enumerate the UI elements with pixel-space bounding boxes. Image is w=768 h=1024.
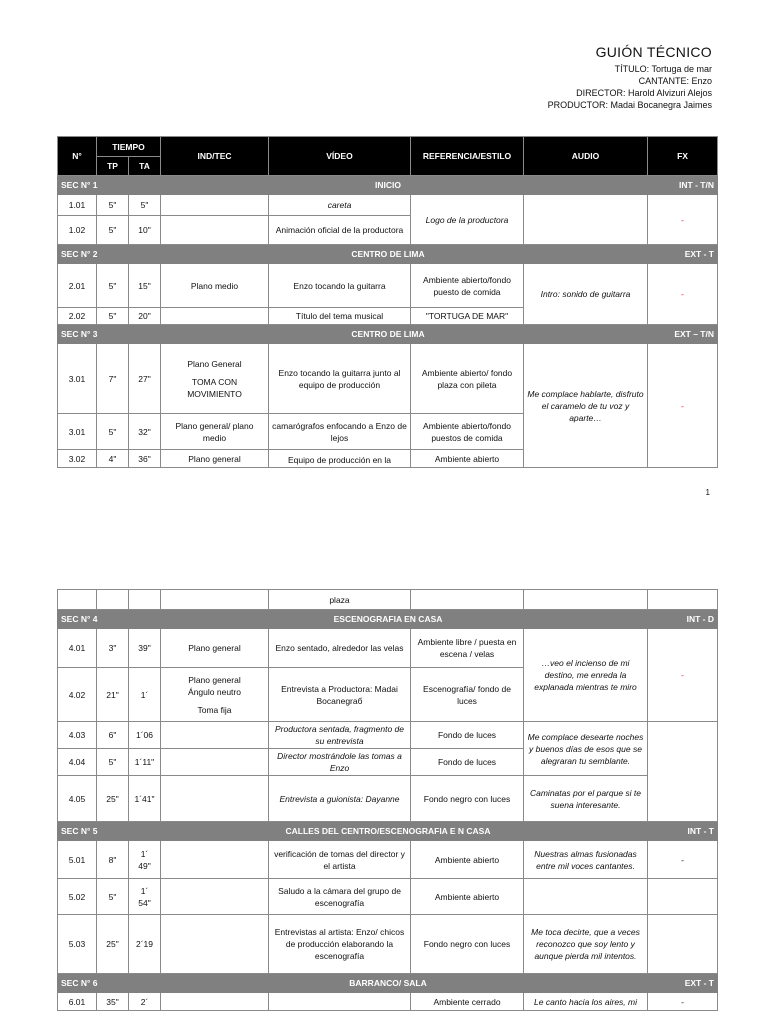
section-row [58, 245, 718, 264]
cell-fx: - [648, 195, 718, 245]
col-num: N° [58, 137, 97, 176]
table-row [58, 629, 718, 668]
section-setting: INT - T [648, 822, 718, 841]
cell-audio [524, 879, 648, 915]
cell-ref: Fondo negro con luces [411, 776, 524, 822]
cell-num: 4.01 [58, 629, 97, 668]
cell-tp: 5" [97, 749, 129, 776]
col-indtec: IND/TEC [161, 137, 269, 176]
cell-video [269, 993, 411, 1011]
cell-video: Animación oficial de la productora [269, 216, 411, 245]
cell-ta: 36" [129, 450, 161, 468]
section-name: ESCENOGRAFIA EN CASA [129, 610, 648, 629]
col-ref: REFERENCIA/ESTILO [411, 137, 524, 176]
cell-fx [648, 879, 718, 915]
col-fx: FX [648, 137, 718, 176]
cell-audio: …veo el incienso de mi destino, me enreda la explanada mientras te miro [524, 629, 648, 722]
cell-num: 5.01 [58, 841, 97, 879]
section-label: SEC N° 6 [58, 974, 129, 993]
cell-ta: 1´06 [129, 722, 161, 749]
cell-tp: 25" [97, 776, 129, 822]
cell-tp: 7" [97, 344, 129, 414]
cell-indtec [161, 195, 269, 216]
cell-tp: 8" [97, 841, 129, 879]
cell-ta [129, 841, 161, 879]
cell-num: 4.05 [58, 776, 97, 822]
page-number: 1 [705, 488, 710, 497]
cell-audio: Intro: sonido de guitarra [524, 264, 648, 325]
cell-num: 5.02 [58, 879, 97, 915]
cell-video: Enzo tocando la guitarra [269, 264, 411, 308]
cell-tp: 25" [97, 915, 129, 974]
cell-ta: 5" [129, 195, 161, 216]
ind-line: Toma fija [197, 704, 232, 715]
col-audio: AUDIO [524, 137, 648, 176]
cell-fx [648, 722, 718, 822]
col-video: VÍDEO [269, 137, 411, 176]
cell-video: Enzo sentado, alrededor las velas [269, 629, 411, 668]
cell-video: Enzo tocando la guitarra junto al equipo de producción [269, 344, 411, 414]
section-row [58, 325, 718, 344]
section-label: SEC N° 1 [58, 176, 129, 195]
cell-fx: - [648, 629, 718, 722]
cell-audio: Le canto hacia los aires, mi [524, 993, 648, 1011]
singer-line: CANTANTE: Enzo [638, 76, 712, 86]
cell-num: 4.04 [58, 749, 97, 776]
cell-video: camarógrafos enfocando a Enzo de lejos [269, 414, 411, 450]
document-header [548, 44, 712, 111]
script-table-page-1 [57, 136, 718, 468]
cell-ref: Fondo negro con luces [411, 915, 524, 974]
cell-ta: 10" [129, 216, 161, 245]
cell-ta: 1´41" [129, 776, 161, 822]
section-label: SEC N° 3 [58, 325, 129, 344]
cell-num: 3.02 [58, 450, 97, 468]
table-row [58, 879, 718, 915]
cell-ta: 20" [129, 308, 161, 325]
cell-audio [524, 590, 648, 610]
cell-fx [648, 915, 718, 974]
cell-indtec: Plano general [161, 450, 269, 468]
cell-tp: 5" [97, 879, 129, 915]
cell-video: Saludo a la cámara del grupo de escenografía [269, 879, 411, 915]
cell-ref [411, 590, 524, 610]
cell-tp: 5" [97, 308, 129, 325]
table-row [58, 195, 718, 216]
section-label: SEC N° 4 [58, 610, 129, 629]
section-setting: EXT – T/N [648, 325, 718, 344]
cell-video: Equipo de producción en la [269, 450, 411, 468]
cell-ref: Ambiente abierto/fondo puesto de comida [411, 264, 524, 308]
document-title: GUIÓN TÉCNICO [595, 44, 712, 60]
section-name: BARRANCO/ SALA [129, 974, 648, 993]
cell-ta [129, 879, 161, 915]
cell-tp: 35" [97, 993, 129, 1011]
cell-indtec [161, 879, 269, 915]
ind-line: Ángulo neutro [188, 686, 241, 697]
ta-line: 49" [138, 860, 151, 871]
section-setting: EXT - T [648, 245, 718, 264]
cell-ta: 1´11" [129, 749, 161, 776]
cell-indtec [161, 668, 269, 722]
cell-video: Director mostrándole las tomas a Enzo [269, 749, 411, 776]
section-row [58, 974, 718, 993]
cell-num: 6.01 [58, 993, 97, 1011]
table-row [58, 344, 718, 414]
cell-video: plaza [269, 590, 411, 610]
cell-ref: Ambiente abierto [411, 879, 524, 915]
col-tiempo: TIEMPO [97, 137, 161, 157]
cell-indtec [161, 216, 269, 245]
cell-tp: 6" [97, 722, 129, 749]
cell-audio: Me complace desearte noches y buenos días de esos que se alegraran tu semblante. [524, 722, 648, 776]
cell-video: Entrevista a guionista: Dayanne [269, 776, 411, 822]
director-line: DIRECTOR: Harold Alvizuri Alejos [576, 88, 712, 98]
ind-line: Plano general [188, 674, 241, 685]
cell-fx: - [648, 344, 718, 468]
cell-indtec [161, 749, 269, 776]
cell-num [58, 590, 97, 610]
ta-line: 54" [138, 897, 151, 908]
cell-num: 5.03 [58, 915, 97, 974]
cell-ta: 39" [129, 629, 161, 668]
cell-indtec [161, 344, 269, 414]
cell-tp: 21" [97, 668, 129, 722]
cell-indtec [161, 915, 269, 974]
table-row [58, 590, 718, 610]
cell-fx: - [648, 264, 718, 325]
section-name: CALLES DEL CENTRO/ESCENOGRAFIA E N CASA [129, 822, 648, 841]
section-setting: EXT - T [648, 974, 718, 993]
cell-num: 3.01 [58, 414, 97, 450]
table-row [58, 915, 718, 974]
cell-num: 4.02 [58, 668, 97, 722]
cell-ta: 2´ [129, 993, 161, 1011]
cell-ref: Ambiente abierto [411, 841, 524, 879]
cell-audio [524, 195, 648, 245]
table-row [58, 993, 718, 1011]
cell-tp: 5" [97, 264, 129, 308]
table-row [58, 264, 718, 308]
section-label: SEC N° 5 [58, 822, 129, 841]
cell-audio: Me complace hablarte, disfruto el caramelo de tu voz y aparte… [524, 344, 648, 468]
cell-ref: Logo de la productora [411, 195, 524, 245]
cell-indtec [161, 590, 269, 610]
cell-ta [129, 590, 161, 610]
ta-line: 1´ [140, 885, 149, 896]
cell-indtec [161, 308, 269, 325]
cell-fx: - [648, 993, 718, 1011]
section-row [58, 610, 718, 629]
cell-ref: Fondo de luces [411, 749, 524, 776]
cell-ref: Ambiente libre / puesta en escena / velas [411, 629, 524, 668]
cell-ta: 27" [129, 344, 161, 414]
ind-line: Plano General [187, 358, 242, 369]
cell-num: 4.03 [58, 722, 97, 749]
cell-fx [648, 590, 718, 610]
cell-tp [97, 590, 129, 610]
table-row [58, 776, 718, 822]
cell-tp: 3" [97, 629, 129, 668]
col-tp: TP [97, 157, 129, 176]
cell-fx: - [648, 841, 718, 879]
cell-ref: Ambiente abierto [411, 450, 524, 468]
cell-indtec [161, 722, 269, 749]
cell-ref: Ambiente cerrado [411, 993, 524, 1011]
cell-audio: Caminatas por el parque si te suena interesante. [524, 776, 648, 822]
cell-ref: Escenografía/ fondo de luces [411, 668, 524, 722]
section-setting: INT - D [648, 610, 718, 629]
cell-video: Entrevistas al artista: Enzo/ chicos de producción elaborando la escenografía [269, 915, 411, 974]
cell-ta: 15" [129, 264, 161, 308]
section-row [58, 176, 718, 195]
cell-indtec: Plano general [161, 629, 269, 668]
cell-indtec [161, 841, 269, 879]
cell-ta: 1´ [129, 668, 161, 722]
ind-line: TOMA CON MOVIMIENTO [187, 376, 242, 399]
cell-indtec: Plano medio [161, 264, 269, 308]
cell-num: 2.01 [58, 264, 97, 308]
table-row [58, 722, 718, 749]
cell-audio: Me toca decirte, que a veces reconozco que soy lento y aunque pierda mil intentos. [524, 915, 648, 974]
section-row [58, 822, 718, 841]
ta-line: 1´ [140, 848, 149, 859]
section-label: SEC N° 2 [58, 245, 129, 264]
cell-video: careta [269, 195, 411, 216]
col-ta: TA [129, 157, 161, 176]
cell-video: Productora sentada, fragmento de su entrevista [269, 722, 411, 749]
cell-indtec [161, 993, 269, 1011]
cell-ref: "TORTUGA DE MAR" [411, 308, 524, 325]
cell-video: Entrevista a Productora: Madai Bocanegraб [269, 668, 411, 722]
cell-tp: 5" [97, 216, 129, 245]
cell-tp: 4" [97, 450, 129, 468]
producer-line: PRODUCTOR: Madai Bocanegra Jaimes [547, 100, 712, 110]
cell-num: 1.01 [58, 195, 97, 216]
cell-ref: Ambiente abierto/ fondo plaza con pileta [411, 344, 524, 414]
cell-video: verificación de tomas del director y el artista [269, 841, 411, 879]
section-setting: INT - T/N [648, 176, 718, 195]
cell-video: Título del tema musical [269, 308, 411, 325]
cell-indtec: Plano general/ plano medio [161, 414, 269, 450]
cell-num: 2.02 [58, 308, 97, 325]
cell-num: 1.02 [58, 216, 97, 245]
section-name: INICIO [129, 176, 648, 195]
cell-ta: 2´19 [129, 915, 161, 974]
cell-ta: 32" [129, 414, 161, 450]
table-row [58, 841, 718, 879]
cell-ref: Ambiente abierto/fondo puestos de comida [411, 414, 524, 450]
section-name: CENTRO DE LIMA [129, 245, 648, 264]
title-line: TÍTULO: Tortuga de mar [614, 64, 712, 74]
cell-audio: Nuestras almas fusionadas entre mil voces cantantes. [524, 841, 648, 879]
section-name: CENTRO DE LIMA [129, 325, 648, 344]
script-table-page-2 [57, 589, 718, 1011]
cell-tp: 5" [97, 195, 129, 216]
cell-tp: 5" [97, 414, 129, 450]
cell-indtec [161, 776, 269, 822]
cell-ref: Fondo de luces [411, 722, 524, 749]
cell-num: 3.01 [58, 344, 97, 414]
